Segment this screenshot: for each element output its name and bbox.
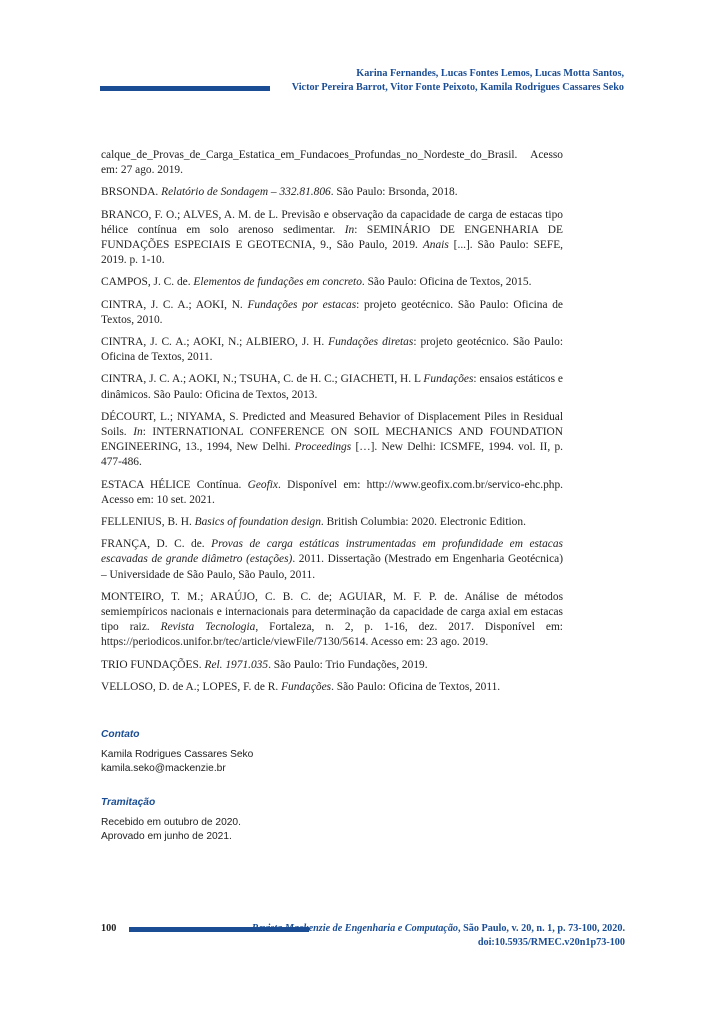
citation-details: , São Paulo, v. 20, n. 1, p. 73-100, 2020.	[458, 923, 625, 934]
references-list	[101, 148, 563, 702]
page-number: 100	[101, 923, 117, 934]
reference-text: DÉCOURT, L.; NIYAMA, S. Predicted and Measured Behavior of Displacement Piles in Residual Soils.	[101, 410, 563, 439]
reference-text: , Fortaleza, n. 2, p. 1-16, dez. 2017. Disponível em: https://periodicos.unifor.br/tec/article/viewFile/7130/5614. Acesso em: 23 ago. 2019.	[101, 621, 563, 649]
reference-text: . São Paulo: Oficina de Textos, 2011.	[331, 680, 501, 693]
reference-text: : ensaios estáticos e dinâmicos. São Paulo: Oficina de Textos, 2013.	[101, 373, 563, 401]
tramitacao-title: Tramitação	[101, 797, 156, 808]
reference-title: In	[133, 426, 143, 439]
reference-entry	[101, 298, 563, 328]
reference-text: . São Paulo: Brsonda, 2018.	[330, 186, 458, 199]
journal-name: Revista Mackenzie de Engenharia e Computação	[251, 923, 459, 934]
reference-entry	[101, 680, 563, 695]
reference-title: Relatório de Sondagem – 332.81.806	[161, 186, 331, 199]
reference-entry	[101, 335, 563, 365]
reference-text: TRIO FUNDAÇÕES.	[101, 658, 205, 671]
tramitacao-block	[101, 796, 501, 844]
header-authors-line-1: Karina Fernandes, Lucas Fontes Lemos, Lucas Motta Santos,	[356, 68, 624, 79]
reference-text: BRSONDA.	[101, 186, 162, 199]
doi[interactable]: doi:10.5935/RMEC.v20n1p73-100	[477, 937, 625, 948]
reference-text: . São Paulo: Trio Fundações, 2019.	[268, 658, 428, 671]
reference-text: MONTEIRO, T. M.; ARAÚJO, C. B. C. de; AGUIAR, M. F. P. de. Análise de métodos semiempíricos nacionais e internacionais para determinação da capacidade de carga axial em estacas tipo raiz.	[101, 590, 563, 634]
reference-title: Fundações	[423, 373, 474, 386]
reference-title: Fundações	[281, 680, 332, 693]
reference-title: In	[344, 223, 355, 236]
reference-title: Anais	[422, 239, 449, 252]
reference-text: CAMPOS, J. C. de.	[101, 276, 194, 289]
running-header	[100, 67, 624, 95]
reference-entry	[101, 372, 563, 402]
reference-text: […]. New Delhi: ICSMFE, 1994. vol. II, p. 477-486.	[101, 441, 563, 469]
approved-date: Aprovado em junho de 2021.	[101, 831, 232, 842]
reference-entry	[101, 275, 563, 290]
reference-text: : SEMINÁRIO DE ENGENHARIA DE FUNDAÇÕES ESPECIAIS E GEOTECNIA, 9., São Paulo, 2019.	[101, 223, 563, 252]
reference-entry	[101, 515, 563, 530]
footer-citation	[205, 922, 625, 950]
reference-text: . British Columbia: 2020. Electronic Edition.	[320, 516, 526, 529]
reference-text: : projeto geotécnico. São Paulo: Oficina de Textos, 2011.	[101, 336, 563, 364]
reference-entry	[101, 208, 563, 269]
reference-entry	[101, 590, 563, 651]
reference-entry	[101, 185, 563, 200]
contact-name: Kamila Rodrigues Cassares Seko	[101, 749, 254, 760]
reference-title: Revista Tecnologia	[160, 621, 256, 634]
reference-text: FELLENIUS, B. H.	[101, 516, 195, 529]
reference-text: . 2011. Dissertação (Mestrado em Engenharia Geotécnica) – Universidade de São Paulo, São Paulo, 2011.	[101, 553, 563, 581]
reference-title: Fundações diretas	[328, 336, 414, 349]
reference-entry	[101, 148, 563, 178]
reference-entry	[101, 658, 563, 673]
reference-title: Rel. 1971.035	[204, 658, 269, 671]
reference-text: CINTRA, J. C. A.; AOKI, N.	[101, 298, 248, 311]
received-date: Recebido em outubro de 2020.	[101, 817, 241, 828]
reference-text: [...]. São Paulo: SEFE, 2019. p. 1-10.	[101, 239, 563, 267]
reference-text: CINTRA, J. C. A.; AOKI, N.; TSUHA, C. de H. C.; GIACHETI, H. L	[101, 373, 424, 386]
reference-text: : projeto geotécnico. São Paulo: Oficina de Textos, 2010.	[101, 298, 563, 326]
reference-title: Basics of foundation design	[194, 516, 321, 529]
reference-text: calque_de_Provas_de_Carga_Estatica_em_Fundacoes_Profundas_no_Nordeste_do_Brasil. Acesso em: 27 ago. 2019.	[101, 149, 563, 177]
reference-entry	[101, 410, 563, 471]
reference-title: Geofix	[247, 478, 278, 491]
reference-text: BRANCO, F. O.; ALVES, A. M. de L. Previsão e observação da capacidade de carga de estacas tipo hélice contínua em solo arenoso sedimentar.	[101, 208, 563, 236]
header-accent-bar	[100, 86, 270, 91]
header-authors-line-2: Victor Pereira Barrot, Vitor Fonte Peixoto, Kamila Rodrigues Cassares Seko	[291, 82, 624, 93]
reference-entry	[101, 537, 563, 583]
reference-title: Fundações por estacas	[247, 298, 357, 311]
reference-title: Proceedings	[294, 441, 352, 454]
contact-block	[101, 728, 501, 776]
reference-text: ESTACA HÉLICE Contínua.	[101, 478, 248, 491]
reference-text: FRANÇA, D. C. de.	[101, 538, 212, 551]
reference-text: VELLOSO, D. de A.; LOPES, F. de R.	[101, 680, 282, 693]
contact-email[interactable]: kamila.seko@mackenzie.br	[101, 763, 226, 774]
reference-text: . Disponível em: http://www.geofix.com.br/servico-ehc.php. Acesso em: 10 set. 2021.	[101, 478, 564, 506]
reference-text: . São Paulo: Oficina de Textos, 2015.	[361, 276, 532, 289]
article-meta	[101, 728, 501, 864]
reference-title: Elementos de fundações em concreto	[193, 276, 362, 289]
reference-title: Provas de carga estáticas instrumentadas em profundidade em estacas escavadas de grande diâmetro (estações)	[101, 538, 563, 566]
contact-title: Contato	[101, 729, 140, 740]
reference-entry	[101, 478, 563, 508]
reference-text: CINTRA, J. C. A.; AOKI, N.; ALBIERO, J. H.	[101, 336, 329, 349]
reference-text: : INTERNATIONAL CONFERENCE ON SOIL MECHANICS AND FOUNDATION ENGINEERING, 13., 1994, New Delhi.	[101, 426, 563, 454]
